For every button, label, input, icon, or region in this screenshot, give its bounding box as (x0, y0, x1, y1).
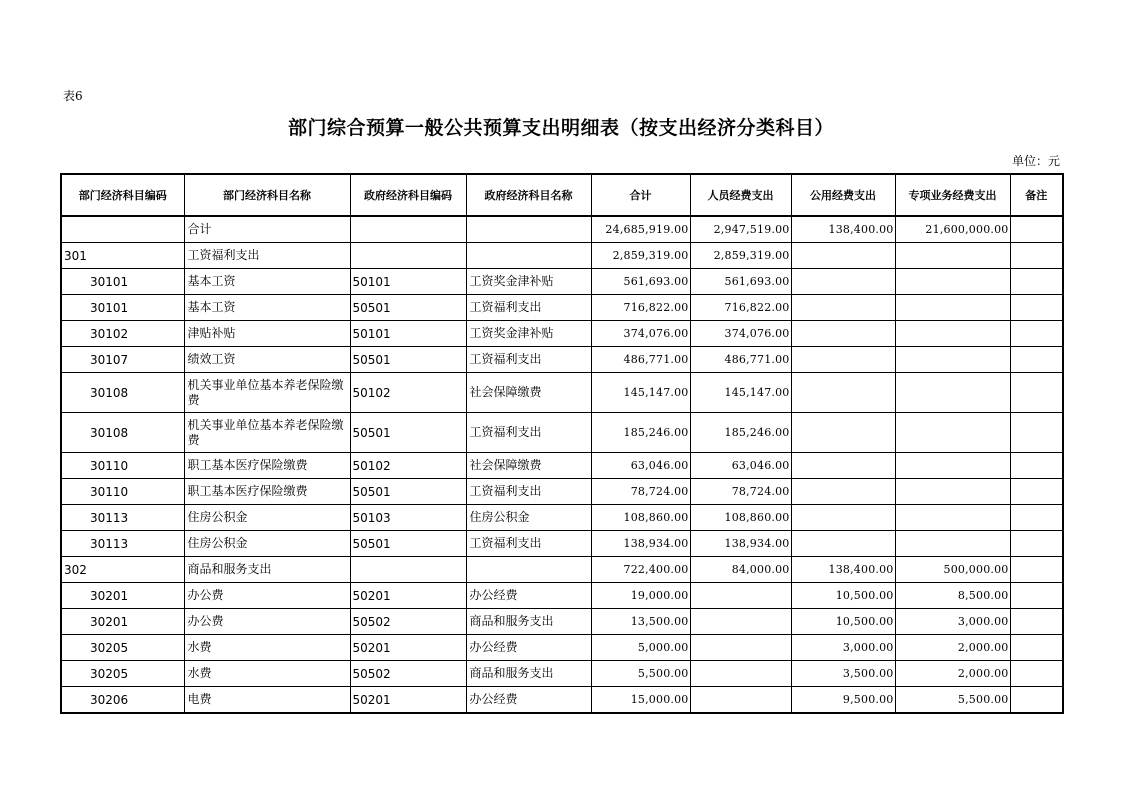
public-cell: 3,500.00 (791, 661, 895, 687)
table-row (61, 216, 1063, 243)
gov-name-cell: 住房公积金 (466, 505, 591, 531)
note-cell (1010, 373, 1063, 413)
gov-code-cell: 50501 (350, 531, 466, 557)
col-header-personnel: 人员经费支出 (690, 174, 791, 216)
gov-name-cell: 办公经费 (466, 635, 591, 661)
dept-name-cell: 水费 (184, 635, 350, 661)
special-cell: 21,600,000.00 (895, 216, 1010, 243)
special-cell (895, 321, 1010, 347)
dept-code-cell (61, 216, 184, 243)
total-cell: 561,693.00 (591, 269, 690, 295)
gov-code-cell: 50502 (350, 609, 466, 635)
special-cell: 500,000.00 (895, 557, 1010, 583)
budget-table (60, 173, 1064, 714)
gov-name-cell: 社会保障缴费 (466, 373, 591, 413)
total-cell: 5,500.00 (591, 661, 690, 687)
gov-code-cell (350, 557, 466, 583)
public-cell (791, 269, 895, 295)
special-cell (895, 413, 1010, 453)
gov-code-cell (350, 216, 466, 243)
gov-name-cell: 工资福利支出 (466, 479, 591, 505)
total-cell: 5,000.00 (591, 635, 690, 661)
special-cell: 8,500.00 (895, 583, 1010, 609)
personnel-cell: 78,724.00 (690, 479, 791, 505)
gov-name-cell: 社会保障缴费 (466, 453, 591, 479)
table-row (61, 661, 1063, 687)
table-row (61, 321, 1063, 347)
total-cell: 78,724.00 (591, 479, 690, 505)
total-cell: 486,771.00 (591, 347, 690, 373)
col-header-dept-name: 部门经济科目名称 (184, 174, 350, 216)
personnel-cell: 2,947,519.00 (690, 216, 791, 243)
dept-code-cell: 30110 (61, 479, 184, 505)
special-cell (895, 373, 1010, 413)
col-header-special: 专项业务经费支出 (895, 174, 1010, 216)
note-cell (1010, 557, 1063, 583)
dept-name-cell: 职工基本医疗保险缴费 (184, 453, 350, 479)
public-cell: 138,400.00 (791, 557, 895, 583)
personnel-cell: 138,934.00 (690, 531, 791, 557)
gov-code-cell: 50201 (350, 635, 466, 661)
note-cell (1010, 635, 1063, 661)
table-row (61, 635, 1063, 661)
gov-name-cell (466, 216, 591, 243)
public-cell (791, 243, 895, 269)
dept-name-cell: 办公费 (184, 583, 350, 609)
col-header-total: 合计 (591, 174, 690, 216)
note-cell (1010, 216, 1063, 243)
note-cell (1010, 347, 1063, 373)
personnel-cell: 185,246.00 (690, 413, 791, 453)
table-row (61, 609, 1063, 635)
total-cell: 374,076.00 (591, 321, 690, 347)
public-cell (791, 295, 895, 321)
public-cell: 9,500.00 (791, 687, 895, 714)
dept-code-cell: 301 (61, 243, 184, 269)
col-header-gov-name: 政府经济科目名称 (466, 174, 591, 216)
special-cell (895, 505, 1010, 531)
dept-code-cell: 30107 (61, 347, 184, 373)
total-cell: 24,685,919.00 (591, 216, 690, 243)
dept-name-cell: 基本工资 (184, 269, 350, 295)
personnel-cell (690, 661, 791, 687)
note-cell (1010, 505, 1063, 531)
note-cell (1010, 413, 1063, 453)
table-header-row (61, 174, 1063, 216)
total-cell: 716,822.00 (591, 295, 690, 321)
total-cell: 2,859,319.00 (591, 243, 690, 269)
gov-code-cell: 50102 (350, 453, 466, 479)
note-cell (1010, 295, 1063, 321)
note-cell (1010, 243, 1063, 269)
gov-name-cell: 工资福利支出 (466, 295, 591, 321)
table-row (61, 687, 1063, 714)
table-row (61, 347, 1063, 373)
total-cell: 185,246.00 (591, 413, 690, 453)
dept-code-cell: 30108 (61, 413, 184, 453)
total-cell: 145,147.00 (591, 373, 690, 413)
gov-code-cell: 50201 (350, 687, 466, 714)
dept-name-cell: 商品和服务支出 (184, 557, 350, 583)
gov-code-cell: 50201 (350, 583, 466, 609)
gov-name-cell: 工资福利支出 (466, 413, 591, 453)
dept-name-cell: 工资福利支出 (184, 243, 350, 269)
table-row (61, 557, 1063, 583)
personnel-cell (690, 687, 791, 714)
table-row (61, 243, 1063, 269)
dept-name-cell: 合计 (184, 216, 350, 243)
table-row (61, 505, 1063, 531)
note-cell (1010, 479, 1063, 505)
total-cell: 138,934.00 (591, 531, 690, 557)
public-cell (791, 453, 895, 479)
public-cell: 3,000.00 (791, 635, 895, 661)
dept-code-cell: 30201 (61, 609, 184, 635)
table-row (61, 295, 1063, 321)
note-cell (1010, 583, 1063, 609)
dept-code-cell: 30110 (61, 453, 184, 479)
personnel-cell (690, 583, 791, 609)
dept-code-cell: 30108 (61, 373, 184, 413)
table-row (61, 479, 1063, 505)
page-title: 部门综合预算一般公共预算支出明细表（按支出经济分类科目） (287, 117, 834, 139)
gov-name-cell: 工资福利支出 (466, 347, 591, 373)
personnel-cell: 108,860.00 (690, 505, 791, 531)
table-row (61, 373, 1063, 413)
total-cell: 722,400.00 (591, 557, 690, 583)
public-cell: 10,500.00 (791, 609, 895, 635)
dept-name-cell: 水费 (184, 661, 350, 687)
personnel-cell: 84,000.00 (690, 557, 791, 583)
special-cell: 3,000.00 (895, 609, 1010, 635)
dept-code-cell: 30113 (61, 531, 184, 557)
personnel-cell: 561,693.00 (690, 269, 791, 295)
personnel-cell: 63,046.00 (690, 453, 791, 479)
gov-name-cell: 工资奖金津补贴 (466, 269, 591, 295)
dept-name-cell: 电费 (184, 687, 350, 714)
special-cell (895, 295, 1010, 321)
gov-code-cell: 50501 (350, 295, 466, 321)
dept-code-cell: 30206 (61, 687, 184, 714)
total-cell: 19,000.00 (591, 583, 690, 609)
note-cell (1010, 687, 1063, 714)
gov-name-cell: 办公经费 (466, 687, 591, 714)
gov-code-cell: 50501 (350, 479, 466, 505)
dept-name-cell: 基本工资 (184, 295, 350, 321)
note-cell (1010, 609, 1063, 635)
note-cell (1010, 321, 1063, 347)
note-cell (1010, 453, 1063, 479)
public-cell (791, 347, 895, 373)
special-cell (895, 479, 1010, 505)
sheet-label: 表6 (63, 89, 83, 103)
gov-code-cell: 50102 (350, 373, 466, 413)
gov-code-cell: 50501 (350, 347, 466, 373)
dept-name-cell: 住房公积金 (184, 505, 350, 531)
note-cell (1010, 661, 1063, 687)
special-cell: 5,500.00 (895, 687, 1010, 714)
total-cell: 15,000.00 (591, 687, 690, 714)
unit-label: 单位：元 (1011, 154, 1060, 168)
gov-name-cell (466, 557, 591, 583)
table-row (61, 453, 1063, 479)
total-cell: 63,046.00 (591, 453, 690, 479)
dept-name-cell: 绩效工资 (184, 347, 350, 373)
dept-code-cell: 30201 (61, 583, 184, 609)
gov-code-cell (350, 243, 466, 269)
dept-code-cell: 302 (61, 557, 184, 583)
gov-code-cell: 50103 (350, 505, 466, 531)
dept-name-cell: 机关事业单位基本养老保险缴费 (184, 413, 350, 453)
personnel-cell: 716,822.00 (690, 295, 791, 321)
dept-name-cell: 职工基本医疗保险缴费 (184, 479, 350, 505)
special-cell (895, 347, 1010, 373)
public-cell (791, 373, 895, 413)
table-row (61, 269, 1063, 295)
col-header-gov-code: 政府经济科目编码 (350, 174, 466, 216)
gov-code-cell: 50101 (350, 269, 466, 295)
table-row (61, 583, 1063, 609)
public-cell (791, 479, 895, 505)
gov-code-cell: 50502 (350, 661, 466, 687)
special-cell (895, 531, 1010, 557)
personnel-cell: 374,076.00 (690, 321, 791, 347)
special-cell (895, 243, 1010, 269)
personnel-cell (690, 635, 791, 661)
gov-name-cell: 商品和服务支出 (466, 609, 591, 635)
dept-name-cell: 办公费 (184, 609, 350, 635)
gov-name-cell: 工资奖金津补贴 (466, 321, 591, 347)
dept-name-cell: 机关事业单位基本养老保险缴费 (184, 373, 350, 413)
personnel-cell: 486,771.00 (690, 347, 791, 373)
dept-code-cell: 30102 (61, 321, 184, 347)
public-cell: 138,400.00 (791, 216, 895, 243)
personnel-cell: 2,859,319.00 (690, 243, 791, 269)
gov-name-cell: 商品和服务支出 (466, 661, 591, 687)
table-row (61, 413, 1063, 453)
special-cell (895, 269, 1010, 295)
public-cell: 10,500.00 (791, 583, 895, 609)
dept-code-cell: 30101 (61, 295, 184, 321)
gov-name-cell: 工资福利支出 (466, 531, 591, 557)
note-cell (1010, 269, 1063, 295)
col-header-public: 公用经费支出 (791, 174, 895, 216)
total-cell: 13,500.00 (591, 609, 690, 635)
dept-code-cell: 30113 (61, 505, 184, 531)
total-cell: 108,860.00 (591, 505, 690, 531)
special-cell: 2,000.00 (895, 661, 1010, 687)
gov-name-cell: 办公经费 (466, 583, 591, 609)
dept-code-cell: 30205 (61, 661, 184, 687)
public-cell (791, 505, 895, 531)
col-header-note: 备注 (1010, 174, 1063, 216)
special-cell: 2,000.00 (895, 635, 1010, 661)
dept-code-cell: 30101 (61, 269, 184, 295)
table-row (61, 531, 1063, 557)
dept-name-cell: 津贴补贴 (184, 321, 350, 347)
public-cell (791, 531, 895, 557)
gov-name-cell (466, 243, 591, 269)
special-cell (895, 453, 1010, 479)
note-cell (1010, 531, 1063, 557)
dept-name-cell: 住房公积金 (184, 531, 350, 557)
public-cell (791, 413, 895, 453)
public-cell (791, 321, 895, 347)
gov-code-cell: 50501 (350, 413, 466, 453)
personnel-cell (690, 609, 791, 635)
dept-code-cell: 30205 (61, 635, 184, 661)
col-header-dept-code: 部门经济科目编码 (61, 174, 184, 216)
personnel-cell: 145,147.00 (690, 373, 791, 413)
gov-code-cell: 50101 (350, 321, 466, 347)
